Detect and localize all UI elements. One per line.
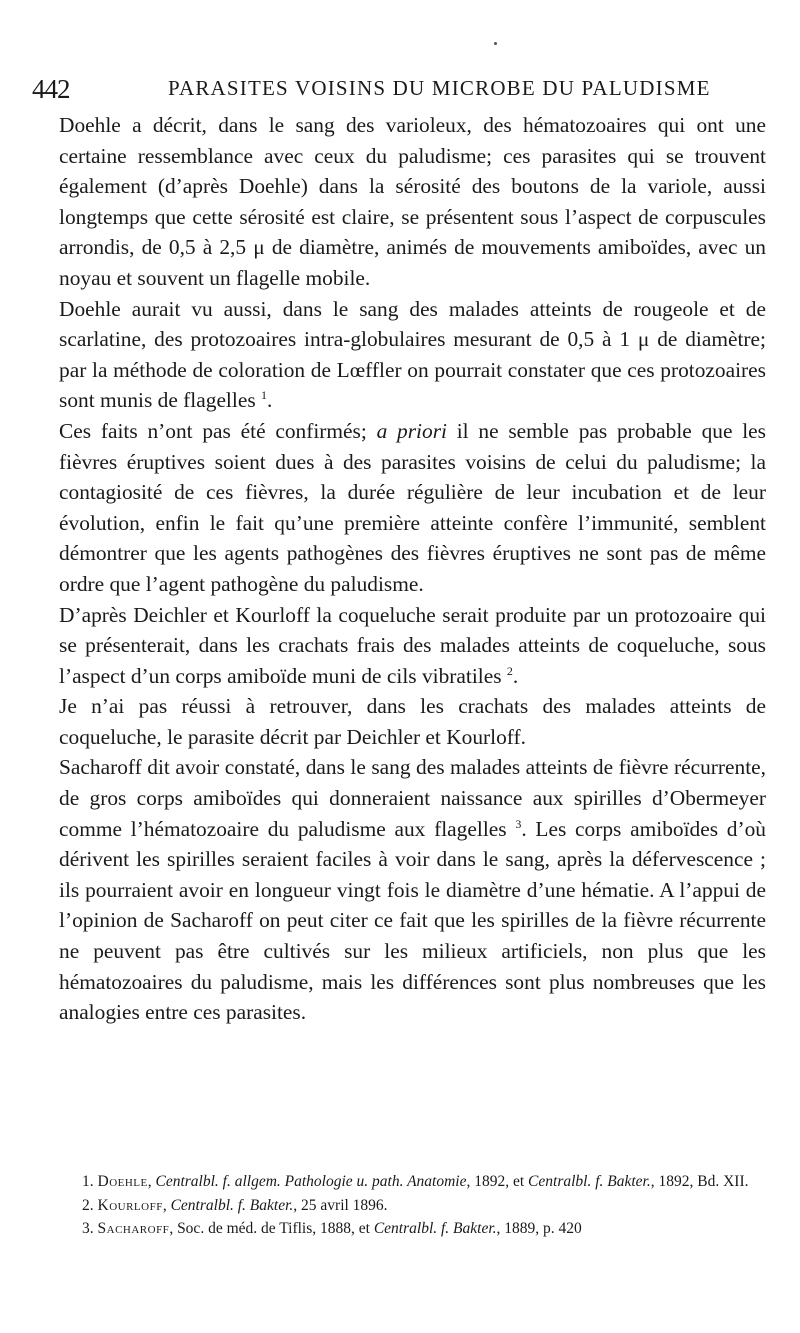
paragraph-retrouver: Je n’ai pas réussi à retrouver, dans les crachats des malades atteints de coqueluche, le parasite décrit par Deichler et Kourloff. [59,694,766,749]
paragraph-coqueluche: D’après Deichler et Kourloff la coqueluche serait produite par un protozoaire qui se présenterait, dans les crachats frais des malades atteints de coqueluche, sous l’aspect d’un corps amiboïde muni de cils vibratiles $^2$. [59,602,766,688]
paragraph-sacharoff: Sacharoff dit avoir constaté, dans le sang des malades atteints de fièvre récurrente, de gros corps amiboïdes qui donneraient naissance aux spirilles d’Obermeyer comme l’hématozoaire du paludisme aux flagelles $^3$. Les corps amiboïdes d’où dérivent les spirilles seraient faciles à voir dans le sang, après la défervescence ; ils pourraient avoir en longueur vingt fois le diamètre d’une hématie. A l’appui de l’opinion de Sacharoff on peut citer ce fait que les spirilles de la fièvre récurrente ne peuvent pas être cultivés sur les milieux artificiels, non plus que les hématozoaires du paludisme, mais les différences sont plus nombreuses que les analogies entre ces parasites. [59,755,766,1025]
body-text [59,110,766,1028]
running-title: PARASITES VOISINS DU MICROBE DU PALUDISME [168,76,711,100]
footnote-3: 3. Sacharoff, Soc. de méd. de Tiflis, 1888, et Centralbl. f. Bakter., 1889, p. 420 [82,1220,582,1237]
paragraph-fievres-eruptives: Ces faits n’ont pas été confirmés; a priori il ne semble pas probable que les fièvres éruptives soient dues à des parasites voisins de celui du paludisme; la contagiosité de ces fièvres, la durée régulière de leur incubation et de leur évolution, enfin le fait qu’une première atteinte confère l’immunité, semblent démontrer que les agents pathogènes des fièvres éruptives ne sont pas de même ordre que l’agent pathogène du paludisme. [59,418,766,596]
footnote-author: Kourloff [97,1196,163,1214]
footnote-ref: 3 [515,816,522,831]
footnote-author: Doehle [97,1173,148,1190]
paragraph-doehle-variole: Doehle a décrit, dans le sang des varioleux, des hématozoaires qui ont une certaine ressemblance avec ceux du paludisme; ces parasites qui se trouvent également (d’après Doehle) dans la sérosité des boutons de la variole, aussi longtemps que cette sérosité est claire, se présentent sous l’aspect de corpuscules arrondis, de 0,5 à 2,5 μ de diamètre, animés de mouvements amiboïdes, avec un noyau et souvent un flagelle mobile. [59,113,766,290]
page-header [32,74,772,110]
footnotes [59,1170,766,1241]
page-number: 442 [32,74,70,104]
footnote-author: Sacharoff [97,1220,170,1237]
footnote-ref: 2 [506,663,513,678]
paragraph-doehle-rougeole: Doehle aurait vu aussi, dans le sang des malades atteints de rougeole et de scarlatine, des protozoaires intra-globulaires mesurant de 0,5 à 1 μ de diamètre; par la méthode de coloration de Lœffler on pourrait constater que ces protozoaires sont munis de flagelles $^1$. [59,296,766,413]
italic-phrase: a priori [376,418,447,443]
printing-speck [494,42,497,45]
footnote-1: 1. Doehle, Centralbl. f. allgem. Pathologie u. path. Anatomie, 1892, et Centralbl. f. Bakter., 1892, Bd. XII. [82,1173,749,1190]
footnote-2: 2. Kourloff, Centralbl. f. Bakter., 25 avril 1896. [82,1196,388,1214]
footnote-ref: 1 [261,388,268,403]
